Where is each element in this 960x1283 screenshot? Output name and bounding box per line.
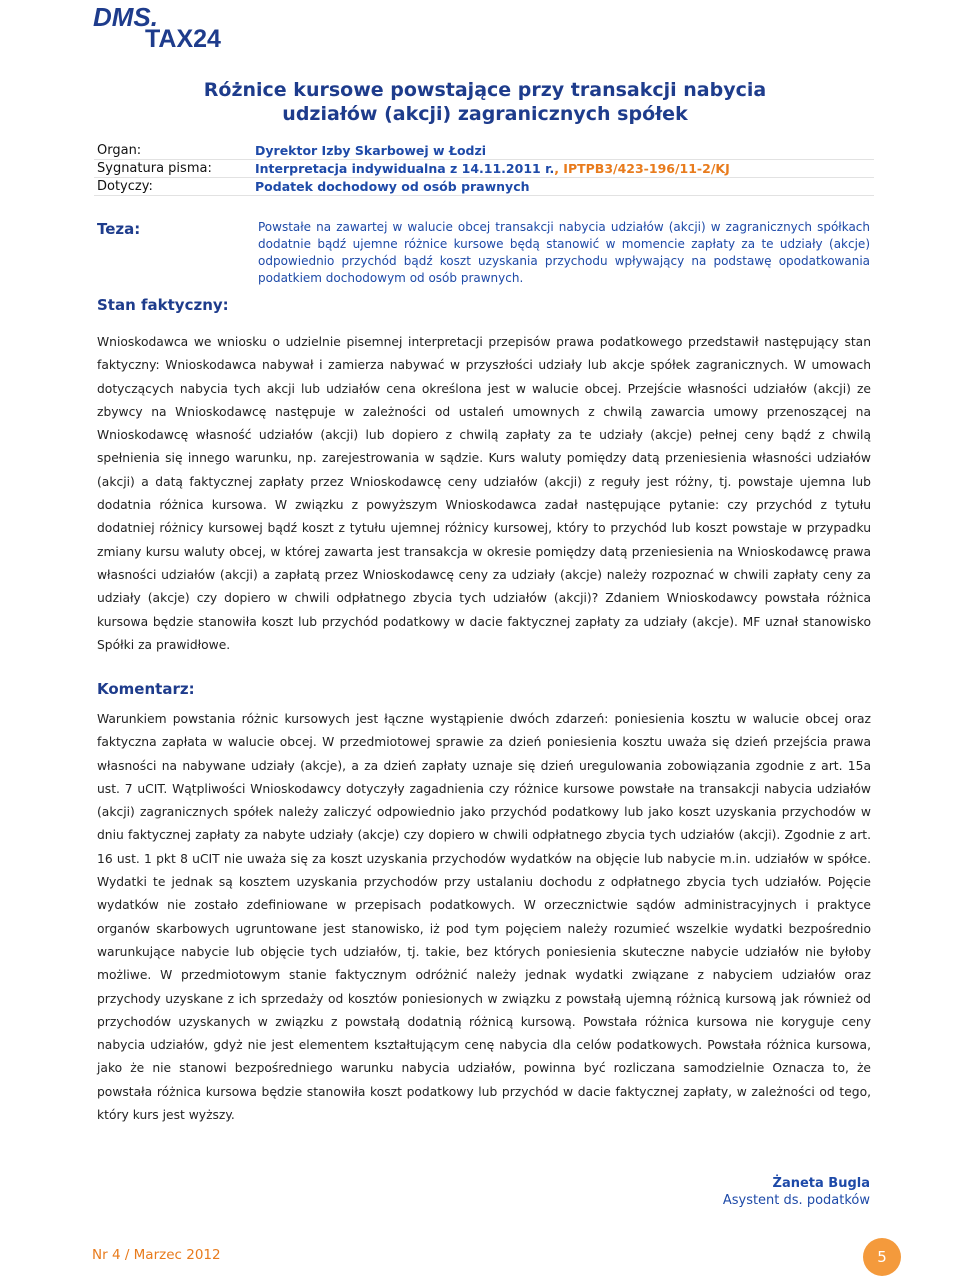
meta-value <box>255 160 730 177</box>
dms-tax24-logo <box>93 4 253 50</box>
page-title <box>100 78 870 126</box>
metadata-table <box>94 142 874 196</box>
title-line-2: udziałów (akcji) zagranicznych spółek <box>282 103 688 125</box>
meta-row-dotyczy <box>94 178 874 196</box>
stan-heading: Stan faktyczny: <box>97 296 229 314</box>
signature-name: Żaneta Bugla <box>772 1176 870 1191</box>
meta-value-signature: , IPTPB3/423-196/11-2/KJ <box>554 161 730 176</box>
title-line-1: Różnice kursowe powstające przy transakcji nabycia <box>203 79 767 101</box>
meta-value: Dyrektor Izby Skarbowej w Łodzi <box>255 143 487 158</box>
meta-row-organ <box>94 142 874 160</box>
meta-row-sygnatura <box>94 160 874 178</box>
stan-text: Wnioskodawca we wniosku o udzielnie pisemnej interpretacji przepisów prawa podatkowego przedstawił następujący stan faktyczny: Wnioskodawca nabywał i zamierza nabywać w przyszłości udziały lub akcje spółek zagranicznych. W umowach dotyczących nabycia tych akcji lub udziałów cena określona jest w walucie obcej. Przejście własności udziałów (akcji) ze zbywcy na Wnioskodawcę następuje w zależności od ustaleń umownych z chwilą zawarcia umowy przenoszącej na Wnioskodawcę własność udziałów (akcji) lub dopiero z chwilą zapłaty za te udziały (akcje) pełnej ceny bądź z chwilą spełnienia się innego warunku, np. zarejestrowania w sądzie. Kurs waluty pomiędzy datą przeniesienia własności udziałów (akcji) a datą faktycznej zapłaty przez Wnioskodawcę ceny udziałów (akcji) z reguły jest różny, tj. powstaje ujemna lub dodatnia różnica kursowa. W związku z powyższym Wnioskodawca zadał następujące pytanie: czy przychód z tytułu dodatniej różnicy kursowej bądź koszt z tytułu ujemnej różnicy kursowej, który to przychód lub koszt powstaje w przypadku zmiany kursu waluty obcej, w której zawarta jest transakcja w okresie pomiędzy datą przeniesienia na Wnioskodawcę prawa własności udziałów (akcji) a zapłatą przez Wnioskodawcę ceny za udziały (akcje) należy rozpoznać w chwili zapłaty ceny za udziały (akcje) czy dopiero w chwili odpłatnego zbycia tych udziałów (akcji)? Zdaniem Wnioskodawcy powstała różnica kursowa będzie stanowiła koszt lub przychód podatkowy w dacie faktycznej zapłaty za udziały (akcje). MF uznał stanowisko Spółki za prawidłowe. <box>97 335 871 652</box>
meta-value-main: Interpretacja indywidualna z 14.11.2011 r. <box>255 161 555 176</box>
logo-text-bottom: TAX24 <box>145 25 221 50</box>
komentarz-heading: Komentarz: <box>97 680 195 698</box>
komentarz-text: Warunkiem powstania różnic kursowych jest łączne wystąpienie dwóch zdarzeń: poniesienia kosztu w walucie obcej oraz faktyczna zapłata w walucie obcej. W przedmiotowej sprawie za dzień poniesienia kosztu uważa się dzień przejścia prawa własności na nabywane udziały (akcje), a za dzień zapłaty uznaje się dzień uregulowania zobowiązania zgodnie z art. 15a ust. 7 uCIT. Wątpliwości Wnioskodawcy dotyczyły zagadnienia czy różnice kursowe powstałe na transakcji nabycia udziałów (akcji) zagranicznych spółek należy zaliczyć odpowiednio jako przychód podatkowy lub jako koszt uzyskania przychodów w dniu faktycznej zapłaty za nabyte udziały (akcje) czy dopiero w chwili odpłatnego zbycia tych udziałów (akcji). Zgodnie z art. 16 ust. 1 pkt 8 uCIT nie uważa się za koszt uzyskania przychodów wydatków na objęcie lub nabycie m.in. udziałów w spółce. Wydatki te jednak są kosztem uzyskania przychodów przy ustalaniu dochodu z odpłatnego zbycia tych udziałów. Pojęcie wydatków nie zostało zdefiniowane w przepisach podatkowych. W orzecznictwie sądów administracyjnych i praktyce organów skarbowych ugruntowane jest stanowisko, iż pod tym pojęciem należy rozumieć wszelkie wydatki bezpośrednio warunkujące nabycie lub objęcie tych udziałów, tj. takie, bez których poniesienia skuteczne nabycie udziałów nie byłoby możliwe. W przedmiotowym stanie faktycznym odróżnić należy jednak wydatki związane z nabyciem udziałów oraz przychody uzyskane z ich sprzedaży od kosztów poniesionych w związku z powstałą ujemną różnicą kursową jak również od przychodów uzyskanych w związku z powstałą dodatnią różnicą kursową. Powstała różnica kursowa nie koryguje ceny nabycia udziałów, gdyż nie jest elementem kształtującym cenę nabycia dla celów podatkowych. Powstała różnica kursowa, jako że nie stanowi bezpośredniego warunku nabycia udziałów, powinna być rozliczana samodzielnie Oznacza to, że powstała różnica kursowa będzie stanowiła koszt podatkowy lub przychód w dacie faktycznej zapłaty, w zależności od tego, który kurs jest wyższy. <box>97 712 871 1123</box>
page-number: 5 <box>863 1238 901 1276</box>
meta-value: Podatek dochodowy od osób prawnych <box>255 179 530 194</box>
logo-text-top: DMS. <box>93 4 158 32</box>
teza-heading: Teza: <box>97 220 141 238</box>
teza-text: Powstałe na zawartej w walucie obcej transakcji nabycia udziałów (akcji) w zagranicznych spółkach dodatnie bądź ujemne różnice kursowe będą stanowić w momencie zapłaty za te udziały (akcje) odpowiednio przychód bądź koszt uzyskania przychodu wpływający na podstawę opodatkowania podatkiem dochodowym od osób prawnych. <box>258 220 870 285</box>
meta-label: Sygnatura pisma: <box>97 161 212 176</box>
signature-block <box>723 1175 870 1209</box>
meta-label: Organ: <box>97 143 142 158</box>
footer-issue: Nr 4 / Marzec 2012 <box>92 1247 221 1263</box>
signature-role: Asystent ds. podatków <box>722 1193 870 1208</box>
meta-label: Dotyczy: <box>97 179 153 194</box>
